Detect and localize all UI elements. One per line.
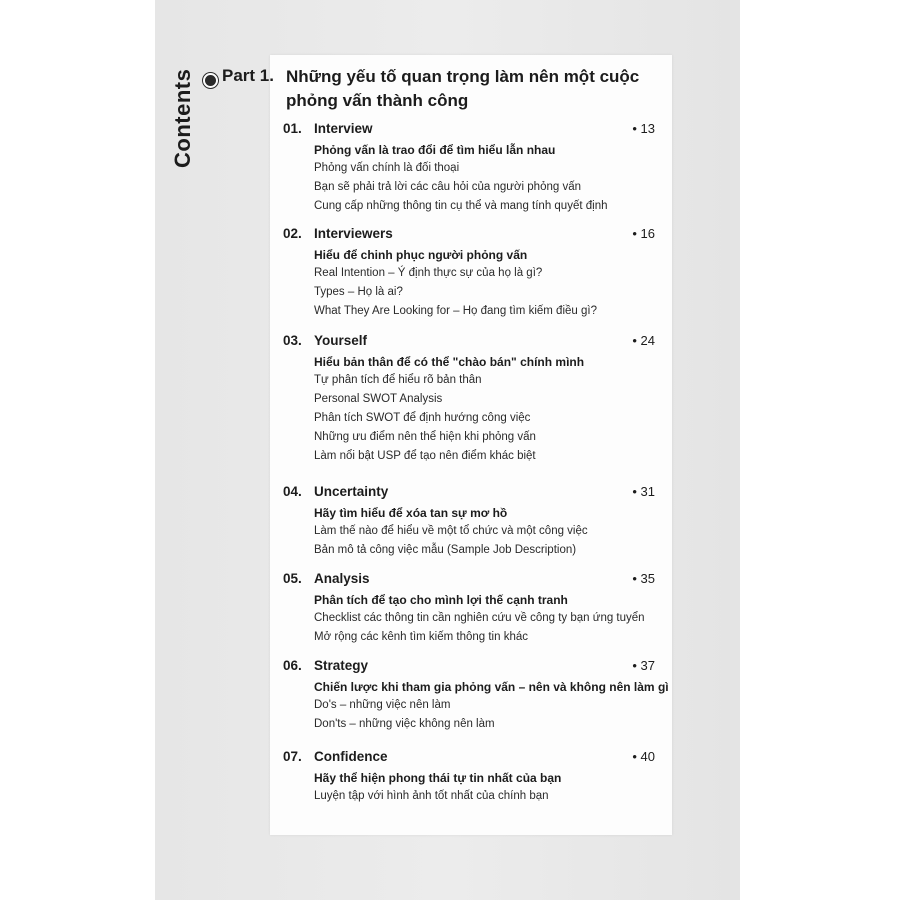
chapter-title: Interviewers xyxy=(314,226,393,241)
chapter-subtitle: Hiểu để chinh phục người phỏng vấn xyxy=(314,248,528,262)
chapter-item: Làm thế nào để hiểu về một tổ chức và một công việc xyxy=(314,525,588,537)
chapter-item: What They Are Looking for – Họ đang tìm kiếm điều gì? xyxy=(314,305,597,317)
chapter-page-number: • 16 xyxy=(632,226,655,241)
part-title: Những yếu tố quan trọng làm nên một cuộc phỏng vấn thành công xyxy=(286,67,640,110)
chapter-06 xyxy=(283,658,669,734)
chapter-item: Phân tích SWOT để định hướng công việc xyxy=(314,412,531,424)
chapter-subtitle: Phỏng vấn là trao đổi để tìm hiểu lẫn nhau xyxy=(314,143,556,157)
chapter-page-number: • 37 xyxy=(632,658,655,673)
chapter-02 xyxy=(283,226,663,321)
chapter-subtitle: Hiểu bản thân để có thể "chào bán" chính mình xyxy=(314,355,585,369)
chapter-item: Checklist các thông tin cần nghiên cứu về công ty bạn ứng tuyển xyxy=(314,612,645,624)
chapter-item: Tự phân tích để hiểu rõ bản thân xyxy=(314,374,482,386)
chapter-subtitle: Hãy tìm hiểu để xóa tan sự mơ hồ xyxy=(314,506,508,520)
chapter-page-number: • 35 xyxy=(632,571,655,586)
chapter-title: Interview xyxy=(314,121,373,136)
chapter-item: Phỏng vấn chính là đối thoại xyxy=(314,162,460,174)
chapter-number: 06. xyxy=(283,658,302,673)
chapter-title: Strategy xyxy=(314,658,369,673)
chapter-item: Types – Họ là ai? xyxy=(314,286,403,298)
chapter-item: Làm nổi bật USP để tạo nên điểm khác biệt xyxy=(314,450,536,462)
chapter-number: 05. xyxy=(283,571,302,586)
chapter-03 xyxy=(283,333,663,466)
chapter-subtitle: Hãy thể hiện phong thái tự tin nhất của bạn xyxy=(314,771,562,785)
chapter-number: 02. xyxy=(283,226,302,241)
chapter-item: Do's – những việc nên làm xyxy=(314,699,451,711)
chapter-item: Real Intention – Ý định thực sự của họ là gì? xyxy=(314,267,543,279)
chapter-05 xyxy=(283,571,663,647)
chapter-title: Yourself xyxy=(314,333,368,348)
part-label: Part 1. xyxy=(222,66,274,85)
chapter-page-number: • 24 xyxy=(632,333,655,348)
chapter-number: 03. xyxy=(283,333,302,348)
chapter-item: Luyện tập với hình ảnh tốt nhất của chính bạn xyxy=(314,790,549,802)
chapter-title: Uncertainty xyxy=(314,484,389,499)
chapter-item: Cung cấp những thông tin cụ thể và mang tính quyết định xyxy=(314,200,608,212)
chapter-07 xyxy=(283,749,663,806)
chapter-04 xyxy=(283,484,663,560)
chapter-page-number: • 31 xyxy=(632,484,655,499)
chapter-subtitle: Phân tích để tạo cho mình lợi thế cạnh tranh xyxy=(314,593,568,607)
chapter-item: Mở rộng các kênh tìm kiếm thông tin khác xyxy=(314,631,528,643)
chapter-item: Don'ts – những việc không nên làm xyxy=(314,718,495,730)
part-bullet-icon xyxy=(203,73,218,88)
chapter-number: 07. xyxy=(283,749,302,764)
chapter-item: Những ưu điểm nên thể hiện khi phỏng vấn xyxy=(314,431,536,443)
chapter-page-number: • 13 xyxy=(632,121,655,136)
chapter-item: Personal SWOT Analysis xyxy=(314,393,443,405)
chapter-item: Bạn sẽ phải trả lời các câu hỏi của người phỏng vấn xyxy=(314,181,581,193)
chapter-number: 01. xyxy=(283,121,302,136)
chapter-page-number: • 40 xyxy=(632,749,655,764)
chapter-number: 04. xyxy=(283,484,302,499)
chapter-title: Confidence xyxy=(314,749,388,764)
chapter-subtitle: Chiến lược khi tham gia phỏng vấn – nên và không nên làm gì xyxy=(314,680,669,694)
chapter-item: Bản mô tả công việc mẫu (Sample Job Description) xyxy=(314,544,577,556)
chapter-title: Analysis xyxy=(314,571,370,586)
contents-vertical-title: Contents xyxy=(170,68,195,168)
chapter-01 xyxy=(283,121,663,216)
